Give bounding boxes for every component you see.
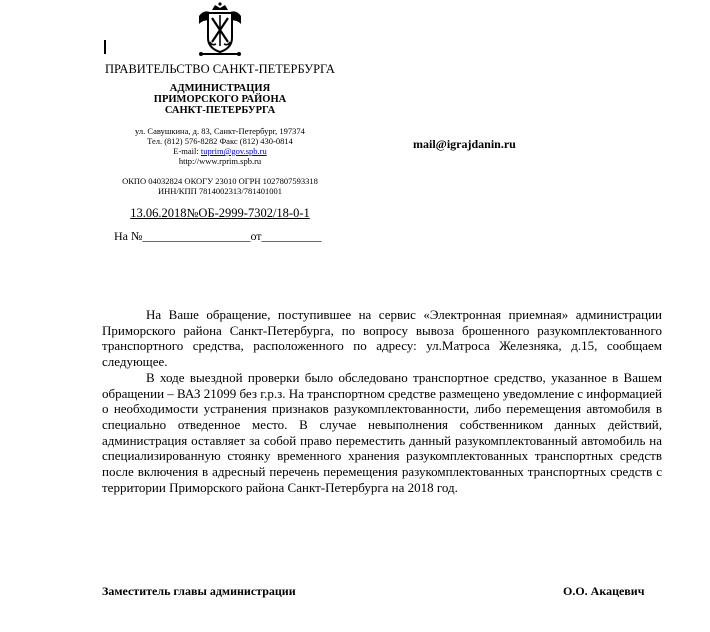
email-line [0, 146, 440, 156]
reference-line: На №__________________от__________ [114, 229, 322, 243]
st-petersburg-coat-of-arms-icon [195, 2, 245, 58]
registration-code: №ОБ-2999-7302/18-0-1 [186, 206, 310, 220]
paragraph-1: На Ваше обращение, поступившее на сервис «Электронная приемная» администрации Приморского района Санкт-Петербурга, по вопросу вывоза брошенного разукомплектованного транспортного средства, расположенного по адресу: ул.Матроса Железняка, д.15, сообщаем следующее. [102, 307, 662, 370]
administration-title-line-3: САНКТ-ПЕТЕРБУРГА [164, 105, 276, 116]
website[interactable]: http://www.rprim.spb.ru [178, 156, 262, 166]
text-cursor [104, 40, 106, 54]
government-title: ПРАВИТЕЛЬСТВО САНКТ-ПЕТЕРБУРГА [105, 62, 335, 76]
email-link[interactable]: tuprim@gov.spb.ru [200, 146, 267, 156]
signatory-name: О.О. Акацевич [563, 584, 645, 598]
registration-date: 13.06.2018 [130, 206, 187, 220]
signatory-title: Заместитель главы администрации [102, 584, 296, 598]
codes-line-1: ОКПО 04032824 ОКОГУ 23010 ОГРН 1027807593318 [122, 176, 318, 186]
email-label: E-mail: [173, 146, 201, 156]
administration-title-line-2: ПРИМОРСКОГО РАЙОНА [153, 94, 287, 105]
paragraph-2: В ходе выездной проверки было обследовано транспортное средство, указанное в Вашем обращении – ВАЗ 21099 без г.р.з. На транспортном средстве размещено уведомление с информацией о необходимости устранения признаков разукомплектованности, либо перемещения автомобиля в специально отведенное место. В случае невыполнения собственником данных действий, администрация оставляет за собой право переместить данный разукомплектованный автомобиль на специализированную стоянку временного хранения разукомплектованных транспортных средств после включения в адресный перечень перемещения разукомплектованных транспортных средств с территории Приморского района Санкт-Петербурга на 2018 год. [102, 369, 662, 495]
letter-body [102, 307, 662, 495]
codes-line-2: ИНН/КПП 7814002313/781401001 [158, 186, 282, 196]
address: ул. Савушкина, д. 83, Санкт-Петербург, 197374 [135, 126, 305, 136]
registration-number [0, 206, 440, 221]
recipient-email: mail@igrajdanin.ru [413, 137, 516, 151]
phone-fax: Тел. (812) 576-8282 Факс (812) 430-0814 [147, 136, 293, 146]
administration-title-line-1: АДМИНИСТРАЦИЯ [169, 83, 271, 94]
